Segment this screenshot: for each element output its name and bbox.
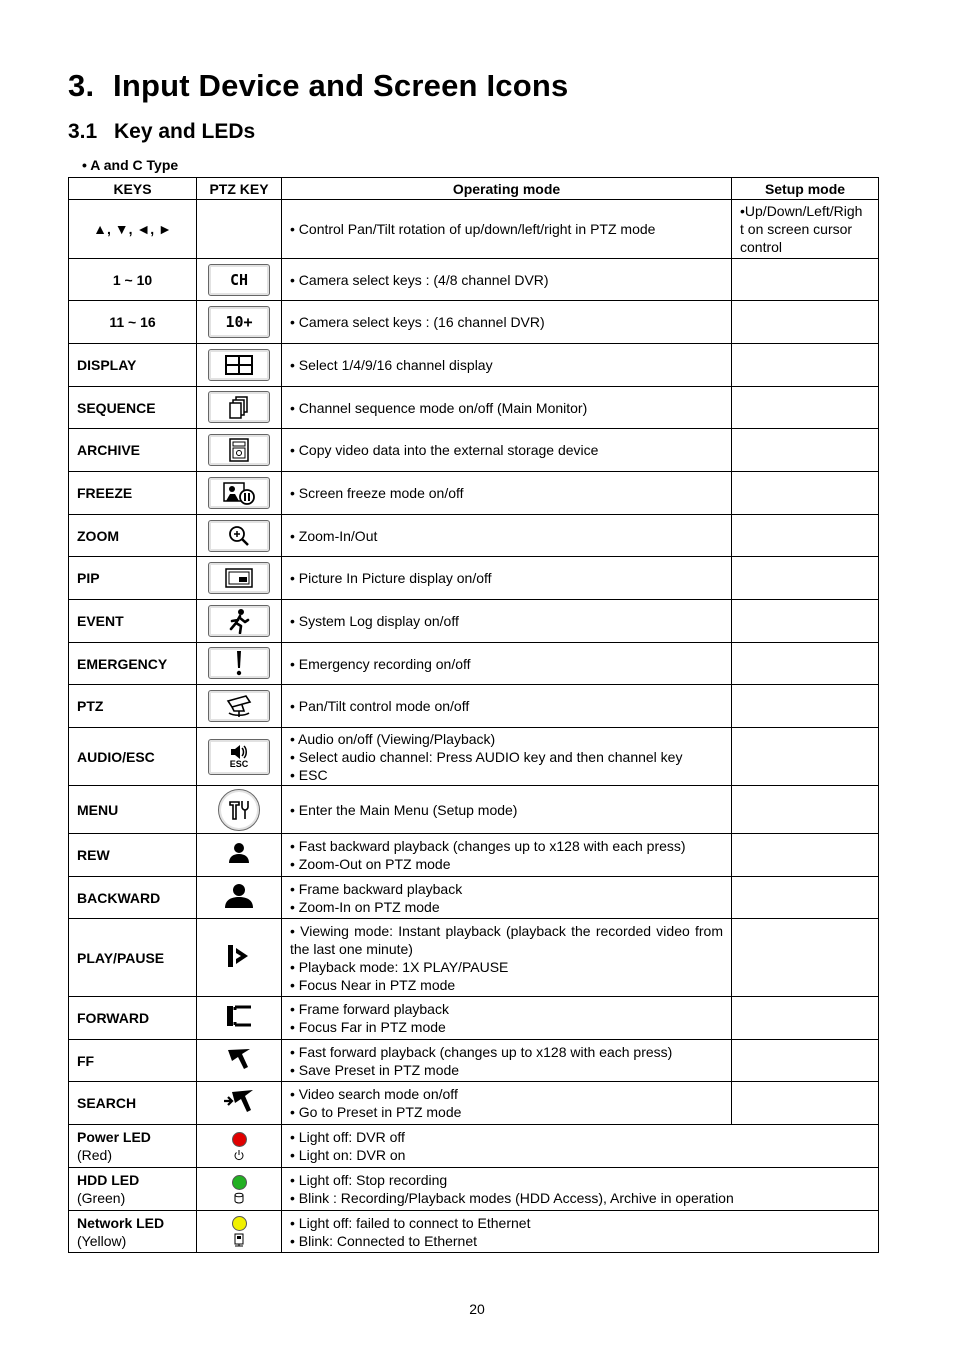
key-cell: FORWARD — [69, 997, 197, 1040]
backward-user-icon — [224, 883, 254, 909]
led-color-label: (Green) — [77, 1190, 126, 1206]
op-line: • Fast forward playback (changes up to x128 with each press) — [290, 1043, 673, 1060]
setup-line: t on screen cursor — [740, 221, 853, 237]
led-label-cell — [69, 1211, 197, 1253]
op-line: • Blink : Recording/Playback modes (HDD Access), Archive in operation — [290, 1190, 734, 1206]
key-cell: REW — [69, 834, 197, 877]
table-row — [69, 685, 879, 728]
section-title: Key and LEDs — [114, 120, 256, 143]
key-cell: SEQUENCE — [69, 387, 197, 429]
op-cell — [282, 919, 732, 997]
col-keys: KEYS — [69, 178, 197, 200]
op-line: • Screen freeze mode on/off — [290, 485, 464, 501]
op-line: • ESC — [290, 766, 328, 783]
op-line: • Frame forward playback — [290, 1001, 449, 1017]
table-row — [69, 301, 879, 344]
op-cell — [282, 997, 732, 1040]
led-color-label: (Red) — [77, 1147, 113, 1163]
led-color-label: (Yellow) — [77, 1232, 127, 1249]
op-line: • Control Pan/Tilt rotation of up/down/left/right in PTZ mode — [290, 221, 656, 237]
key-cell: EMERGENCY — [69, 643, 197, 685]
led-label-cell — [69, 1125, 197, 1168]
page-number: 20 — [469, 1301, 485, 1317]
keys-table — [68, 177, 879, 1253]
op-line: • Select audio channel: Press AUDIO key and then channel key — [290, 748, 683, 765]
op-line: • Channel sequence mode on/off (Main Monitor) — [290, 399, 588, 416]
led-name: Power LED — [77, 1129, 151, 1145]
key-cell: PLAY/PAUSE — [69, 919, 197, 997]
op-line: • Blink: Connected to Ethernet — [290, 1232, 478, 1249]
table-row — [69, 877, 879, 919]
heading-title: Input Device and Screen Icons — [113, 68, 569, 103]
op-line: • Light off: Stop recording — [290, 1172, 448, 1188]
key-cell: BACKWARD — [69, 877, 197, 919]
op-line: • Fast backward playback (changes up to x128 with each press) — [290, 838, 686, 854]
ptz-camera-icon — [208, 690, 270, 722]
key-cell: ▲, ▼, ◄, ► — [69, 200, 197, 259]
op-cell — [282, 557, 732, 600]
green-led-dot — [232, 1175, 247, 1190]
ch-key-icon — [208, 264, 270, 296]
op-line: • Audio on/off (Viewing/Playback) — [290, 730, 496, 747]
op-line: • Viewing mode: Instant playback (playback the recorded video from the last one minute) — [290, 922, 723, 957]
op-cell — [282, 643, 732, 685]
op-cell — [282, 1125, 879, 1168]
table-row — [69, 387, 879, 429]
op-line: • Zoom-Out on PTZ mode — [290, 856, 451, 872]
op-cell — [282, 429, 732, 472]
op-cell — [282, 1211, 879, 1253]
setup-line: •Up/Down/Left/Righ — [740, 203, 863, 219]
col-operating-mode: Operating mode — [282, 178, 732, 200]
ten-plus-key-label: 10+ — [225, 313, 253, 331]
power-icon — [233, 1149, 245, 1161]
type-label: • A and C Type — [82, 157, 179, 173]
network-icon — [233, 1233, 245, 1247]
key-cell: PTZ — [69, 685, 197, 728]
search-icon — [223, 1088, 255, 1114]
op-cell — [282, 1168, 879, 1211]
key-cell: SEARCH — [69, 1082, 197, 1125]
menu-tools-icon — [218, 789, 260, 831]
led-row — [69, 1168, 879, 1211]
play-pause-icon — [226, 943, 252, 969]
key-cell: ZOOM — [69, 515, 197, 557]
op-line: • Frame backward playback — [290, 880, 463, 897]
col-setup-mode: Setup mode — [732, 178, 879, 200]
heading-number: 3. — [68, 68, 95, 103]
key-cell: DISPLAY — [69, 344, 197, 387]
table-row — [69, 786, 879, 834]
op-cell — [282, 301, 732, 344]
op-line: • Focus Far in PTZ mode — [290, 1019, 446, 1035]
table-row — [69, 919, 879, 997]
op-line: • Enter the Main Menu (Setup mode) — [290, 801, 518, 818]
key-cell: 11 ~ 16 — [69, 301, 197, 344]
forward-icon — [225, 1004, 253, 1028]
table-row — [69, 200, 879, 259]
ff-icon — [226, 1047, 252, 1071]
led-label-cell — [69, 1168, 197, 1211]
rew-user-icon — [228, 842, 250, 864]
table-row — [69, 1082, 879, 1125]
op-cell — [282, 200, 732, 259]
speaker-icon — [229, 744, 249, 760]
op-line: • Zoom-In/Out — [290, 527, 378, 544]
op-line: • Copy video data into the external storage device — [290, 442, 599, 458]
section-number: 3.1 — [68, 120, 98, 143]
op-cell — [282, 834, 732, 877]
key-cell: MENU — [69, 786, 197, 834]
op-cell — [282, 728, 732, 786]
op-cell — [282, 387, 732, 429]
op-line: • Light off: DVR off — [290, 1129, 405, 1145]
op-cell — [282, 344, 732, 387]
key-cell: EVENT — [69, 600, 197, 643]
key-cell: AUDIO/ESC — [69, 728, 197, 786]
exclamation-icon — [208, 647, 270, 679]
freeze-icon — [208, 477, 270, 509]
page-heading — [68, 68, 568, 104]
op-cell — [282, 472, 732, 515]
op-line: • Zoom-In on PTZ mode — [290, 898, 440, 915]
archive-icon — [208, 434, 270, 466]
ten-plus-key-icon — [208, 306, 270, 338]
table-row — [69, 643, 879, 685]
op-line: • Camera select keys : (4/8 channel DVR) — [290, 271, 549, 288]
sequence-icon — [208, 391, 270, 423]
op-line: • Pan/Tilt control mode on/off — [290, 698, 470, 714]
op-line: • Emergency recording on/off — [290, 655, 471, 672]
hdd-icon — [233, 1192, 245, 1204]
table-row — [69, 728, 879, 786]
op-line: • Save Preset in PTZ mode — [290, 1061, 460, 1078]
op-line: • Focus Near in PTZ mode — [290, 976, 456, 993]
op-line: • Light off: failed to connect to Ethernet — [290, 1214, 531, 1231]
table-row — [69, 1040, 879, 1082]
table-row — [69, 557, 879, 600]
quad-display-icon — [208, 349, 270, 381]
audio-esc-icon — [208, 739, 270, 775]
led-name: Network LED — [77, 1214, 165, 1231]
key-cell: FREEZE — [69, 472, 197, 515]
op-cell — [282, 685, 732, 728]
op-cell — [282, 259, 732, 301]
op-line: • Playback mode: 1X PLAY/PAUSE — [290, 958, 509, 975]
op-line: • Picture In Picture display on/off — [290, 570, 492, 586]
op-cell — [282, 1082, 732, 1125]
pip-icon — [208, 562, 270, 594]
table-row — [69, 472, 879, 515]
key-cell: PIP — [69, 557, 197, 600]
table-row — [69, 429, 879, 472]
op-line: • Light on: DVR on — [290, 1147, 406, 1163]
table-row — [69, 600, 879, 643]
setup-line: control — [740, 239, 783, 255]
icon-cell — [197, 200, 282, 259]
red-led-dot — [232, 1132, 247, 1147]
op-line: • System Log display on/off — [290, 613, 459, 629]
running-man-icon — [208, 605, 270, 637]
table-row — [69, 344, 879, 387]
op-cell — [282, 515, 732, 557]
ch-key-label: CH — [229, 270, 249, 289]
op-cell — [282, 786, 732, 834]
op-line: • Camera select keys : (16 channel DVR) — [290, 314, 545, 330]
key-cell: ARCHIVE — [69, 429, 197, 472]
led-row — [69, 1125, 879, 1168]
setup-cell — [732, 200, 879, 259]
table-row — [69, 259, 879, 301]
zoom-icon — [208, 520, 270, 552]
key-cell: 1 ~ 10 — [69, 259, 197, 301]
led-name: HDD LED — [77, 1172, 140, 1188]
table-row — [69, 515, 879, 557]
led-row — [69, 1211, 879, 1253]
esc-label: ESC — [229, 759, 249, 769]
col-ptz-key: PTZ KEY — [197, 178, 282, 200]
op-line: • Go to Preset in PTZ mode — [290, 1104, 462, 1120]
yellow-led-dot — [232, 1216, 247, 1231]
op-cell — [282, 1040, 732, 1082]
key-cell: FF — [69, 1040, 197, 1082]
op-cell — [282, 600, 732, 643]
op-cell — [282, 877, 732, 919]
section-heading — [68, 120, 255, 144]
table-row — [69, 834, 879, 877]
table-header-row — [69, 178, 879, 200]
op-line: • Select 1/4/9/16 channel display — [290, 357, 493, 373]
op-line: • Video search mode on/off — [290, 1086, 458, 1102]
table-row — [69, 997, 879, 1040]
